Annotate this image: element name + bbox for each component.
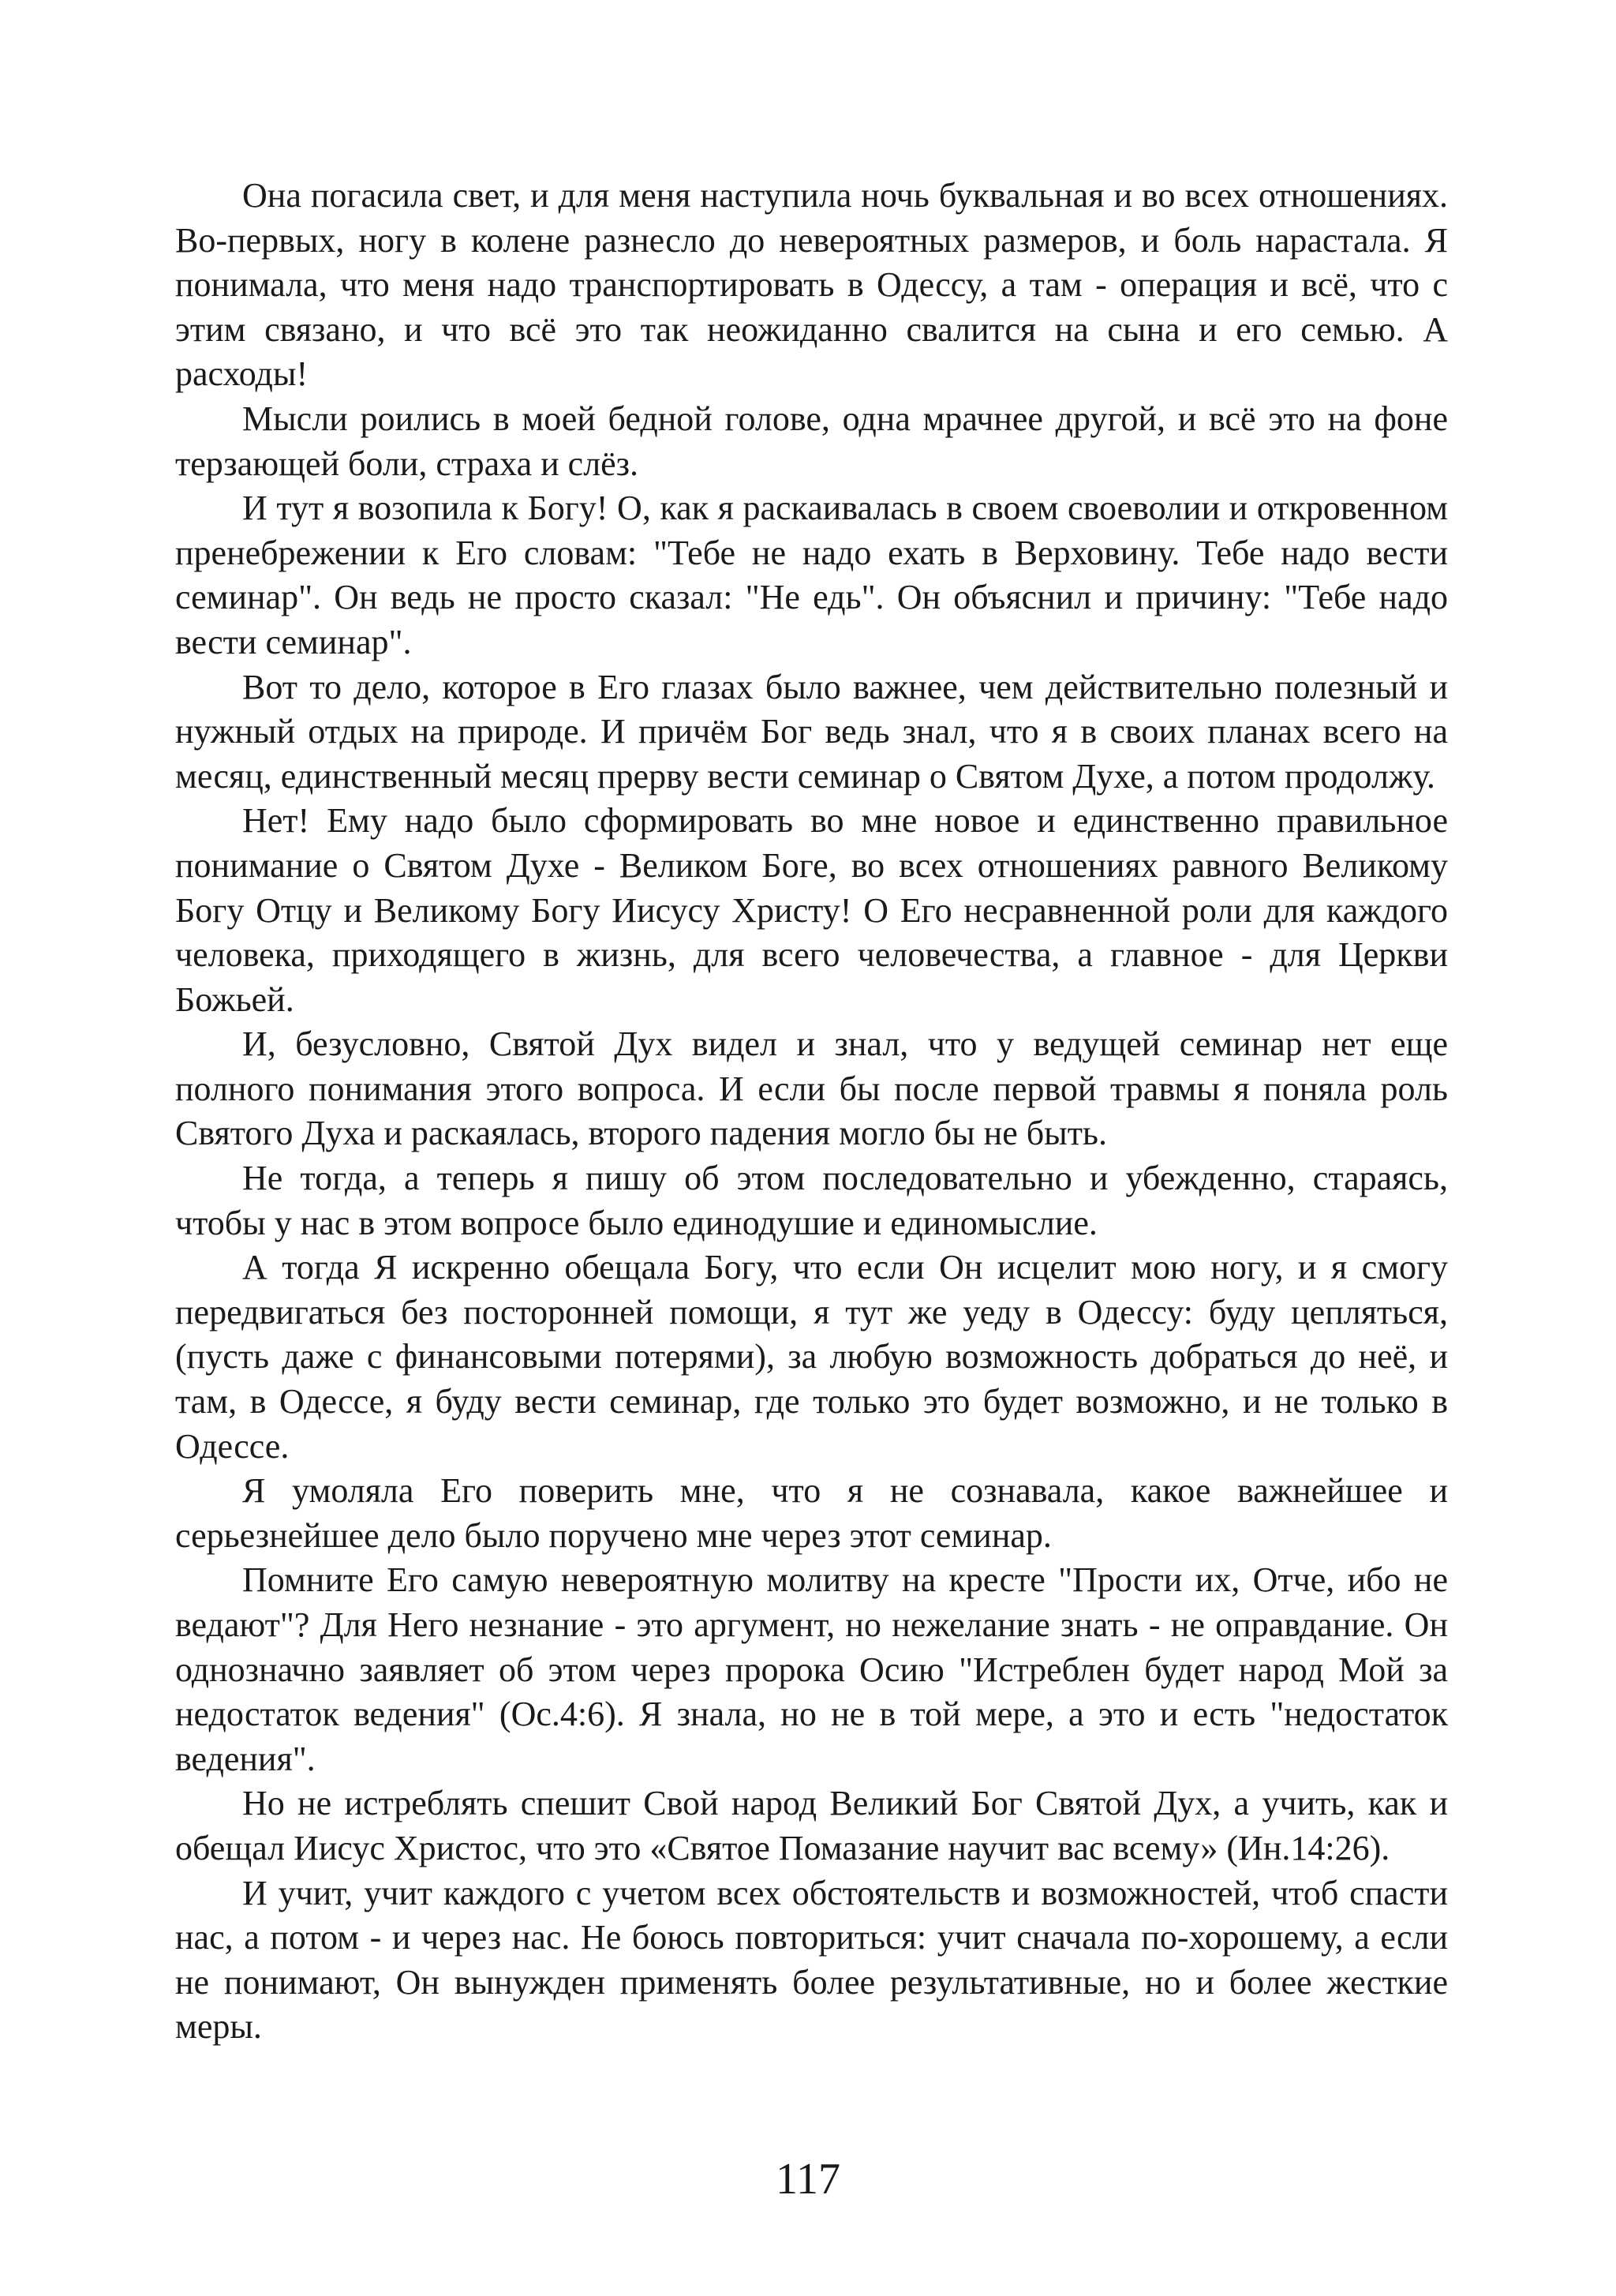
paragraph: Помните Его самую невероятную молитву на кресте "Прости их, Отче, ибо не ведают"? Для Него незнание - это аргумент, но нежелание знать - не оправдание. Он однозначно заявляет об этом через пророка Осию "Истреблен будет народ Мой за недостаток ведения" (Ос.4:6). Я знала, но не в той мере, а это и есть "недостаток ведения". bbox=[175, 1560, 1448, 1778]
paragraph: Не тогда, а теперь я пишу об этом последовательно и убежденно, стараясь, чтобы у нас в этом вопросе было единодушие и единомыслие. bbox=[175, 1159, 1448, 1242]
paragraph: Я умоляла Его поверить мне, что я не сознавала, какое важнейшее и серьезнейшее дело было поручено мне через этот семинар. bbox=[175, 1471, 1448, 1555]
paragraph: Вот то дело, которое в Его глазах было важнее, чем действительно полезный и нужный отдых на природе. И причём Бог ведь знал, что я в своих планах всего на месяц, единственный месяц прерву вести семинар о Святом Духе, а потом продолжу. bbox=[175, 667, 1448, 796]
paragraph: Она погасила свет, и для меня наступила ночь буквальная и во всех отношениях. Во-первых, ногу в колене разнесло до невероятных размеров, и боль нарастала. Я понимала, что меня надо транспортировать в Одессу, а там - операция и всё, что с этим связано, и что всё это так неожиданно свалится на сына и его семью. А расходы! bbox=[175, 176, 1448, 394]
paragraph: А тогда Я искренно обещала Богу, что если Он исцелит мою ногу, и я смогу передвигаться без посторонней помощи, я тут же уеду в Одессу: буду цепляться, (пусть даже с финансовыми потерями), за любую возможность добраться до неё, и там, в Одессе, я буду вести семинар, где только это будет возможно, и не только в Одессе. bbox=[175, 1248, 1448, 1466]
paragraph: Нет! Ему надо было сформировать во мне новое и единственно правильное понимание о Святом Духе - Великом Боге, во всех отношениях равного Великому Богу Отцу и Великому Богу Иисусу Христу! О Его несравненной роли для каждого человека, приходящего в жизнь, для всего человечества, а главное - для Церкви Божьей. bbox=[175, 801, 1448, 1019]
paragraph: И, безусловно, Святой Дух видел и знал, что у ведущей семинар нет еще полного понимания этого вопроса. И если бы после первой травмы я поняла роль Святого Духа и раскаялась, второго падения могло бы не быть. bbox=[175, 1024, 1448, 1153]
body-text bbox=[175, 174, 1448, 2050]
paragraph: Но не истреблять спешит Свой народ Великий Бог Святой Дух, а учить, как и обещал Иисус Христос, что это «Святое Помазание научит вас всему» (Ин.14:26). bbox=[175, 1784, 1448, 1867]
paragraph: И учит, учит каждого с учетом всех обстоятельств и возможностей, чтоб спасти нас, а потом - и через нас. Не боюсь повториться: учит сначала по-хорошему, а если не понимают, Он вынужден применять более результативные, но и более жесткие меры. bbox=[175, 1873, 1448, 2047]
page-number: 117 bbox=[776, 2155, 840, 2204]
paragraph: И тут я возопила к Богу! О, как я раскаивалась в своем своеволии и откровенном пренебрежении к Его словам: "Тебе не надо ехать в Верховину. Тебе надо вести семинар". Он ведь не просто сказал: "Не едь". Он объяснил и причину: "Тебе надо вести семинар". bbox=[175, 489, 1448, 661]
paragraph: Мысли роились в моей бедной голове, одна мрачнее другой, и всё это на фоне терзающей боли, страха и слёз. bbox=[175, 399, 1448, 483]
